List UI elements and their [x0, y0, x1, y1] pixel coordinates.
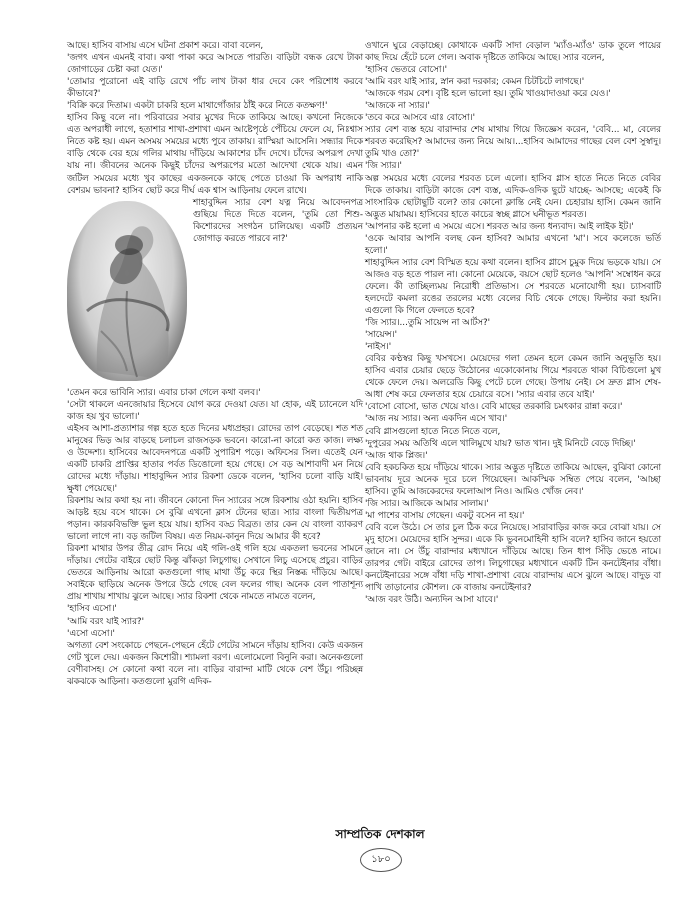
paragraph: বেবি হকচকিত হয়ে দাঁড়িয়ে থাকে। স্যার অদ্ভুত দৃষ্টিতে তাকিয়ে আছেন, বুঝিবা কোনো ভাবনায় দূরে অনেক দূরে চলে গিয়েছেন। আকস্মিক সম্বিত পেয়ে বলেন, 'আচ্ছা হাসিব। তুমি আজকেরদের ফলোআপ নিও। আমিও খোঁজ নেব।' [365, 462, 661, 497]
paragraph: 'বোসো বোসো, ভাত খেয়ে যাও। বেবি মাছের তরকারি চমৎকার রান্না করে।' [365, 402, 623, 413]
paragraph: 'আজকে না স্যার।' [365, 101, 430, 112]
paragraph: 'জগৎ এখন এমনই বাবা। কথা পাকা করে আসতে পারতি। বাড়িটা বন্ধক রেখে টাকা জোগাড়ের চেষ্টা করা যেত।' [67, 53, 363, 76]
left-bottom-text [67, 387, 363, 688]
paragraph: 'আজকে গরম বেশ। বৃষ্টি হলে ভালো হয়। তুমি খাওয়াদাওয়া করে যেও।' [365, 89, 611, 100]
paragraph: 'আমি বরং যাই স্যার?' [67, 616, 145, 627]
left-top-text [67, 40, 363, 197]
paragraph: 'দুপুরের সময় অতিথি এলে খালিমুখে যায়? ভাত খান। দুই মিনিটে বেড়ে দিচ্ছি।' [365, 438, 636, 449]
paragraph: অল্প সময়ের মধ্যে বেলের শরবত চলে এলো। হাসিব গ্লাস হাতে নিতে নিতে বেবির দিকে তাকায়। বাড়িটা কাজে বেশ ব্যস্ত, এদিক-ওদিক ছুটে যাচ্ছে- আসছে; একেই কি সাংসারিক ছোটাছুটি বলে? তার কোনো ক্লান্তি নেই যেন। চেহারায় হাসি। কেমন জানি অদ্ভুত মায়াময়। হাসিবের হাতে কাচের স্বচ্ছ গ্লাসে ঘনীভূত শরবত। [365, 173, 661, 220]
paragraph: বেবি বলে উঠে। সে তার চুল ঠিক করে নিয়েছে। সারাবাড়ির কাজ করে বোঝা যায়। সে মৃদু হাসে। মেয়েদের হাসি সুন্দর। একে কি ভুবনমোহিনী হাসি বলে? হাসিব জানে হয়তো জানে না। সে উঁচু বারান্দার মধ্যখানে দাঁড়িয়ে আছে। তিন ধাপ সিঁড়ি ভেঙে নামে। তারপর গেট। বাইরে রোদের তাপ। লিচুগাছের মধ্যখানে একটি টিন কনটেইনার বাঁধা। কনটেইনারের সঙ্গে বাঁধা দড়ি শাখা-প্রশাখা বেয়ে বারান্দায় এসে ঝুলে আছে। বাদুড় বা পাখি তাড়ানোর কৌশল। কে বাজায় কনটেইনার? [365, 522, 661, 594]
paragraph: 'এসো এসো।' [67, 628, 115, 639]
paragraph: বেবির কণ্ঠস্বর কিছু খসখসে। মেয়েদের গলা তেমন হলে কেমন জানি অনুভূতি হয়। হাসিব এবার চেয়ার ছেড়ে উঠোনের একোকোনায় গিয়ে শরবতে থাকা বিচিগুলো মুখ থেকে ফেলে দেয়। অলরেডি কিছু পেটে চলে গেছে। উপায় নেই। সে দ্রুত গ্লাস শেষ-আধা শেষ করে ফেলতার হয়ে চেয়ারে বসে। 'স্যার এবার তবে যাই।' [365, 354, 661, 401]
paragraph: 'সায়েন্স।' [365, 330, 397, 341]
embrace-illustration-icon [67, 201, 187, 381]
paragraph: 'তবে করে আসবে এাঃ বোসো।' [365, 113, 476, 124]
paragraph: 'আজ থাক প্লিজ।' [365, 450, 428, 461]
magazine-title: সাম্প্রতিক দেশকাল [335, 827, 425, 841]
paragraph: 'ওকে আবার আপনি বলছ কেন হাসিব? আমার এখনো 'মা'। সবে কলেজে ভর্তি হলো।' [365, 233, 661, 256]
page-number: ১৮০ [360, 848, 402, 872]
paragraph: রিকশা মাথার উপর তীব্র রোদ নিয়ে এই গলি-ওই গলি হয়ে একতলা ভবনের সামনে দাঁড়ায়। গেটের বাইরে ছোট কিন্তু ঝাঁকড়া লিচুগাছ। সেখানে লিচু এসেছে প্রচুর। বাড়ির ভেতরে আড়িনায় আরো কতগুলো গাছ মাথা উঁচু করে স্থির নিস্তব্ধ দাঁড়িয়ে আছে। সবাইকে ছাড়িয়ে অনেক উপরে উঠে গেছে বেল ফলের গাছ। অনেক বেল পাতাশূন্য প্রায় শাখায় শাখায় ঝুলে আছে। স্যার রিকশা থেকে নামতে নামতে বলেন, [67, 544, 363, 603]
paragraph: বেবি গ্লাসগুলো হাতে নিতে নিতে বলে, [365, 426, 501, 437]
paragraph: 'সেটা থাকলে এনজোয়ার হিসেবে যোগ করে দেওয়া যেত। যা হোক, এই চ্যানেলে যদি কাজ হয় খুব ভালো।' [67, 399, 363, 422]
paragraph: রিকশায় আর কথা হয় না। জীবনে কোনো দিন স্যারের সঙ্গে রিকশায় ওঠা হয়নি। হাসিব আড়ষ্ট হয়ে বসে থাকে। সে বুঝি এখনো ক্লাস টেনের ছাত্র। স্যার বাংলা দ্বিতীয়পত্র পড়ান। কারকবিভক্তি ভুল হয়ে যায়। হাসিব বড্ড বিব্রত। তার কেন যে বাংলা ব্যাকরণ ভালো লাগে না। বড় জটিল বিষয়। এত নিয়ম-কানুন দিয়ে আমার কী হবে? [67, 496, 363, 543]
illustration-row [67, 197, 363, 387]
paragraph: 'জি স্যার। আজিকে আমার সালাম।' [365, 498, 489, 509]
paragraph: 'মা পাশের বাসায় গেছেন। একটু বসেন না হয়।' [365, 510, 525, 521]
paragraph: 'তোমার পুরোনো এই বাড়ি রেখে পাঁচ লাখ টাকা ধার দেবে কেং পরিশোধ করবে কীভাবে?' [67, 77, 363, 100]
paragraph: 'আপনার কষ্ট হলো এ সময়ে এসে। শরবত আর জন্য ধন্যবাদ। আই লাইক ইট।' [365, 221, 634, 232]
paragraph: 'হাসিব এসো।' [67, 604, 117, 615]
paragraph: অগত্যা বেশ সংকোচে পেছনে-পেছনে হেঁটে গেটের সামনে দাঁড়ায় হাসিব। কেউ একজন গেট খুলে দেয়। একজন কিশোরী। শ্যামলা বরণ। এলোমেলো বিনুনি করা। অনেকগুলো বেণীবাসহ। সে কোনো কথা বলে না। বাড়ির বারান্দা মাটি থেকে বেশ উঁচু। পরিচ্ছন্ন ঝকঝকে আড়িনা। কতগুলো মুরগি এদিক- [67, 640, 363, 687]
paragraph: ওখানে ঘুরে বেড়াচ্ছে। কোথাকে একটি সাদা বেড়াল 'ম্যাঁও-ম্যাঁও' ডাক তুলে পায়ের কাছ দিয়ে হেঁটে চলে গেল। অবাক দৃষ্টিতে তাকিয়ে আছে। স্যার বলেন, [365, 41, 661, 64]
paragraph: এইসব আশা-প্রত্যাশার গল্প হতে হতে দিনের মধ্যপ্রহর। রোদের তাপ বেড়েছে। শত শত মানুষের ভিড় আর বাড়ছে চলাচল রাজসড়ক ভবনে। কারো-না কারো কত কাজ। লক্ষ্য ও উদ্দেশ্য। হাসিবের আবেদনপত্রে একটি সুপারিশ পড়ে। অফিসের সিল। এতেই যেন একটি চাকরি প্রাপ্তির হাতার পর্বত ডিঙোলো হয়ে গেছে। সে বড় আশাবাদী মন নিয়ে রোদের মধ্যে দাঁড়ায়। শাহাবুদ্দিন স্যার রিকশা ডেকে বলেন, 'হাসিব চলো বাড়ি যাই। ক্ষুধা পেয়েছে।' [67, 423, 363, 494]
paragraph: 'নাইস।' [365, 342, 392, 353]
paragraph: 'বিক্রি করে দিতাম। একটা চাকরি হলে মাথাগোঁজার ঠাঁই করে নিতে কতক্ষণ!' [67, 101, 328, 112]
right-column [365, 40, 661, 606]
paragraph: স্যার বেশ ব্যস্ত হয়ে বারান্দার শেষ মাথায় গিয়ে জিজ্ঞেস করেন, 'বেবি... মা, বেলের শরবত করেছিস? আমাদের জন্য নিয়ে আয়।...হাসিব আমাদের গাছের বেল বেশ সুস্বাদু। তুমি খাও তো?' [365, 125, 661, 160]
paragraph: 'জি স্যার।' [365, 161, 402, 172]
paragraph: হাসিব কিছু বলে না। পরিবারের সবার মুখের দিকে তাকিয়ে আছে। কখনো নিজেকে এত অপরাধী লাগে, হতাশার শাখা-প্রশাখা এমন আষ্টেপৃষ্ঠে পেঁচিয়ে ফেলে যে, নিঃশ্বাস নিতে কষ্ট হয়। এমন অসময় সময়ের মধ্যে পুবে তাকায়। রাস্মিয়া আসেনি। সন্ধ্যার দিকে বাড়ি থেকে বের হয়ে গলির মাথায় দাঁড়িয়ে আকাশের চাঁদ দেখে। চাঁদের অপরূপ দেখা যায় না। জীবনের অনেক কিছুই চাঁদের অপরূপের মতো আদেখা থেকে যায়। এমন জটিল সময়ের মধ্যে খুব কাছের একজনকে কাছে পেতে চাওয়া কি অপরাধ নাকি বেশরম ভাবনা? হাসিব ছোট করে দীর্ঘ এক শ্বাস আড়িনায় ফেলে রাখে। [67, 113, 363, 196]
paragraph: 'আজ নয় স্যার। অন্য একদিন এসে খাব।' [365, 414, 508, 425]
text-beside-image [193, 197, 363, 245]
paragraph: শাহাবুদ্দিন স্যার বেশ যত্ন নিয়ে আবেদনপত্র গুছিয়ে দিতে দিতে বলেন, 'তুমি তো শিশু-কিশোরদের সংগঠন চালিয়েছ। একটি প্রত্যয়ন জোগাড় করতে পারবে না?' [193, 197, 363, 244]
story-illustration [67, 201, 187, 381]
paragraph: 'জি স্যার।...তুমি সায়েন্স না আর্টস?' [365, 318, 491, 329]
paragraph: 'আজ বরং উঠি। অন্যদিন আসা যাবে।' [365, 595, 499, 606]
paragraph: 'হাসিব ভেতরে বোসো।' [365, 65, 447, 76]
paragraph: শাহাবুদ্দিন স্যার বেশ বিস্মিত হয়ে কথা বলেন। হাসিব গ্লাসে চুমুক দিয়ে ভড়কে যায়। সে আজও বড় হতে পারল না। কোনো মেয়েকে, বয়সে ছোট হলেও 'আপনি' সম্বোধন করে ফেলে। কী তাচ্ছিল্যময় নিরোধী প্রতিভাস। সে শরবতে মনোযোগী হয়। চ্যাসবাটি হলদেটে কমলা রঙের তরলের মধ্যে বেলের বিচি থেকে গেছে। ফিল্টার করা হয়নি। এগুলো কি গিলে ফেলতে হবে? [365, 257, 661, 317]
paragraph: 'তেমন করে ভাবিনি স্যার। এবার চাকা গেলে কথা বলব।' [67, 387, 261, 398]
left-column [67, 40, 363, 688]
paragraph: 'আমি বরং যাই স্যার, স্নান করা দরকার; কেমন চিটচিটে লাগছে।' [365, 77, 585, 88]
paragraph: আছে। হাসিব বাসায় এসে ঘটনা প্রকাশ করে। বাবা বলেন, [67, 41, 264, 51]
